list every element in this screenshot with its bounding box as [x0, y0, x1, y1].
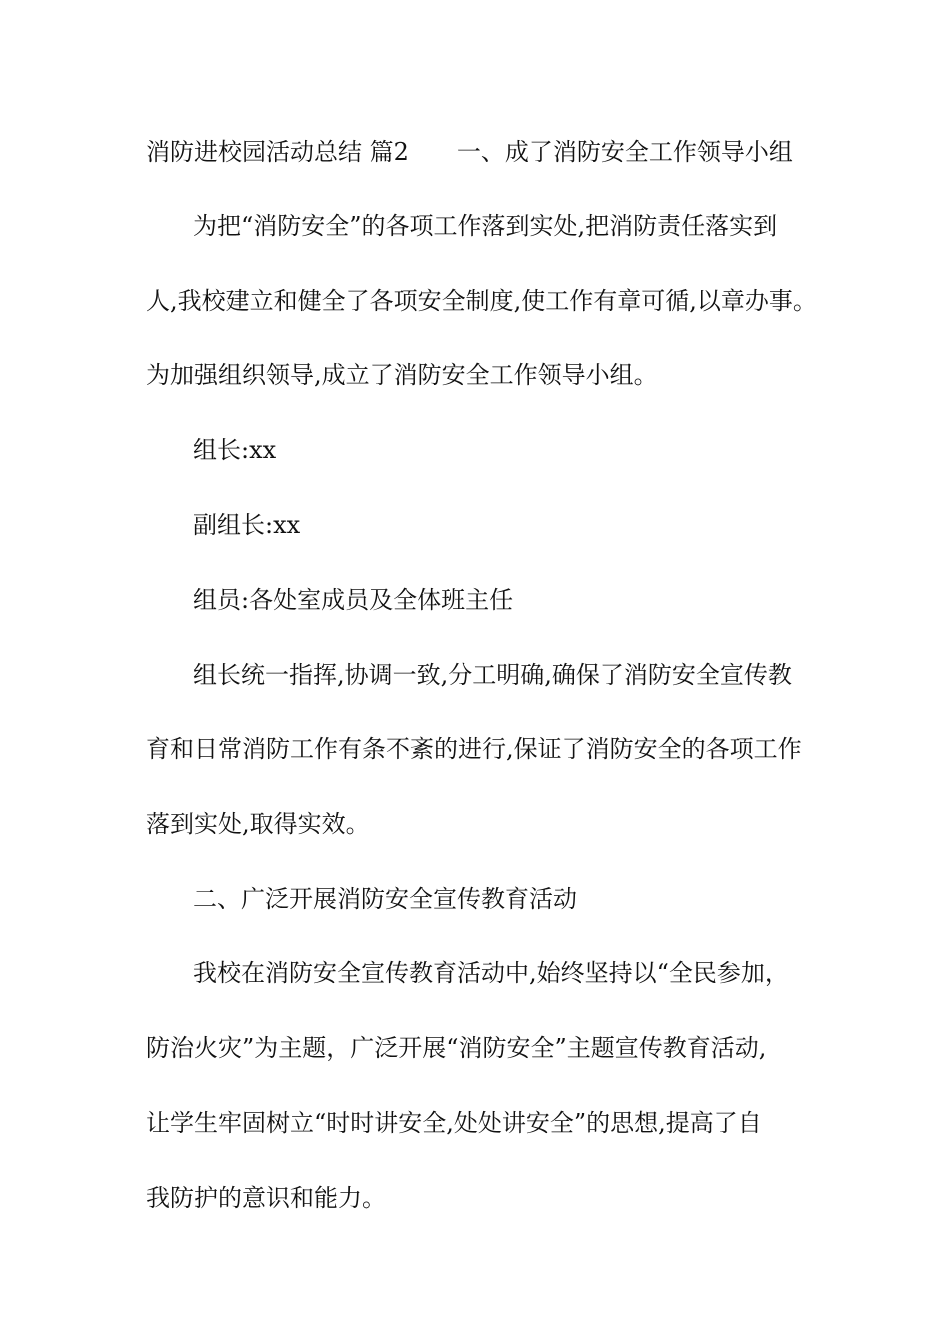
- text-line: 消防进校园活动总结 篇2 一、成了消防安全工作领导小组: [146, 138, 793, 166]
- text-line: 防治火灾”为主题，广泛开展“消防安全”主题宣传教育活动,: [146, 1034, 767, 1062]
- text-line: 我防护的意识和能力。: [146, 1184, 386, 1212]
- section-heading: 二、广泛开展消防安全宣传教育活动: [193, 885, 577, 913]
- text-line: 组长统一指挥,协调一致,分工明确,确保了消防安全宣传教: [193, 661, 792, 689]
- text-line: 组长:xx: [193, 436, 277, 464]
- text-line: 让学生牢固树立“时时讲安全,处处讲安全”的思想,提高了自: [146, 1109, 762, 1137]
- text-line: 我校在消防安全宣传教育活动中,始终坚持以“全民参加，: [193, 959, 789, 987]
- text-line: 落到实处,取得实效。: [146, 810, 370, 838]
- text-line: 为加强组织领导,成立了消防安全工作领导小组。: [146, 361, 658, 389]
- text-line: 副组长:xx: [193, 511, 301, 539]
- text-line: 育和日常消防工作有条不紊的进行,保证了消防安全的各项工作: [146, 735, 802, 763]
- text-line: 组员:各处室成员及全体班主任: [193, 586, 514, 614]
- text-line: 人,我校建立和健全了各项安全制度,使工作有章可循,以章办事。: [146, 287, 817, 315]
- text-line: 为把“消防安全”的各项工作落到实处,把消防责任落实到: [193, 212, 778, 240]
